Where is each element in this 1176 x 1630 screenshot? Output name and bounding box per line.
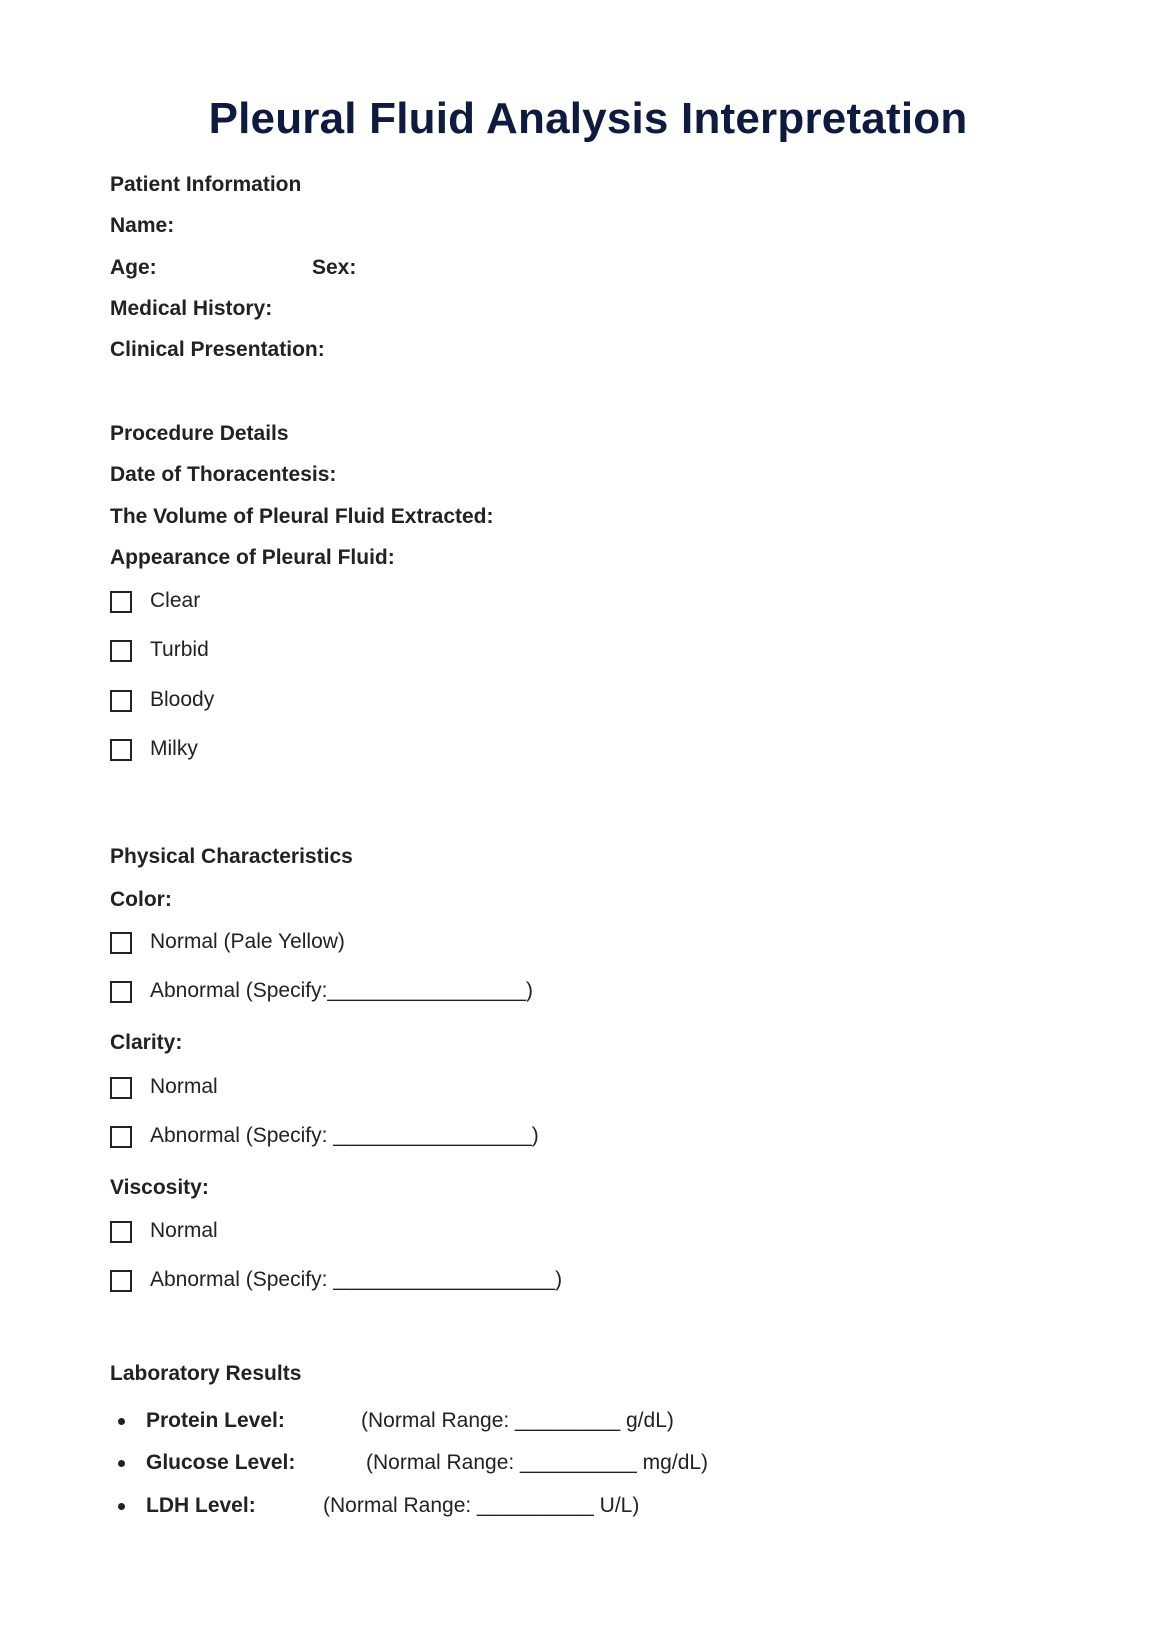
bullet-icon	[118, 1503, 125, 1510]
lab-item-range: (Normal Range: __________ mg/dL)	[366, 1451, 709, 1474]
bullet-icon	[118, 1418, 125, 1425]
option-label: Normal	[150, 1075, 218, 1098]
checkbox[interactable]	[110, 1077, 132, 1099]
lab-item-label: Glucose Level:	[146, 1451, 296, 1474]
option-label: Clear	[150, 589, 201, 612]
clinical-presentation-label: Clinical Presentation:	[110, 338, 325, 361]
age-label: Age:	[110, 256, 157, 279]
lab-item-range: (Normal Range: __________ U/L)	[323, 1494, 640, 1517]
color-label: Color:	[110, 888, 172, 911]
sex-label: Sex:	[312, 256, 357, 279]
option-label: Normal	[150, 1219, 218, 1242]
laboratory-results-heading: Laboratory Results	[110, 1362, 302, 1385]
checkbox[interactable]	[110, 1270, 132, 1292]
checkbox[interactable]	[110, 591, 132, 613]
checkbox[interactable]	[110, 640, 132, 662]
name-label: Name:	[110, 214, 175, 237]
checkbox[interactable]	[110, 981, 132, 1003]
procedure-details-heading: Procedure Details	[110, 422, 289, 445]
option-label: Abnormal (Specify: _________________)	[150, 1124, 539, 1147]
patient-information-heading: Patient Information	[110, 173, 302, 196]
clarity-label: Clarity:	[110, 1031, 183, 1054]
option-label: Abnormal (Specify: ___________________)	[150, 1268, 563, 1291]
option-label: Milky	[150, 737, 198, 760]
date-of-thoracentesis-label: Date of Thoracentesis:	[110, 463, 337, 486]
page-title: Pleural Fluid Analysis Interpretation	[208, 94, 968, 143]
volume-extracted-label: The Volume of Pleural Fluid Extracted:	[110, 505, 494, 528]
lab-item-label: Protein Level:	[146, 1409, 285, 1432]
bullet-icon	[118, 1460, 125, 1467]
lab-item-range: (Normal Range: _________ g/dL)	[361, 1409, 674, 1432]
lab-item-label: LDH Level:	[146, 1494, 256, 1517]
viscosity-label: Viscosity:	[110, 1176, 209, 1199]
checkbox[interactable]	[110, 690, 132, 712]
checkbox[interactable]	[110, 1126, 132, 1148]
physical-characteristics-heading: Physical Characteristics	[110, 845, 353, 868]
checkbox[interactable]	[110, 1221, 132, 1243]
medical-history-label: Medical History:	[110, 297, 273, 320]
option-label: Normal (Pale Yellow)	[150, 930, 345, 953]
checkbox[interactable]	[110, 932, 132, 954]
checkbox[interactable]	[110, 739, 132, 761]
option-label: Abnormal (Specify:_________________)	[150, 979, 533, 1002]
option-label: Bloody	[150, 688, 215, 711]
appearance-label: Appearance of Pleural Fluid:	[110, 546, 395, 569]
option-label: Turbid	[150, 638, 209, 661]
